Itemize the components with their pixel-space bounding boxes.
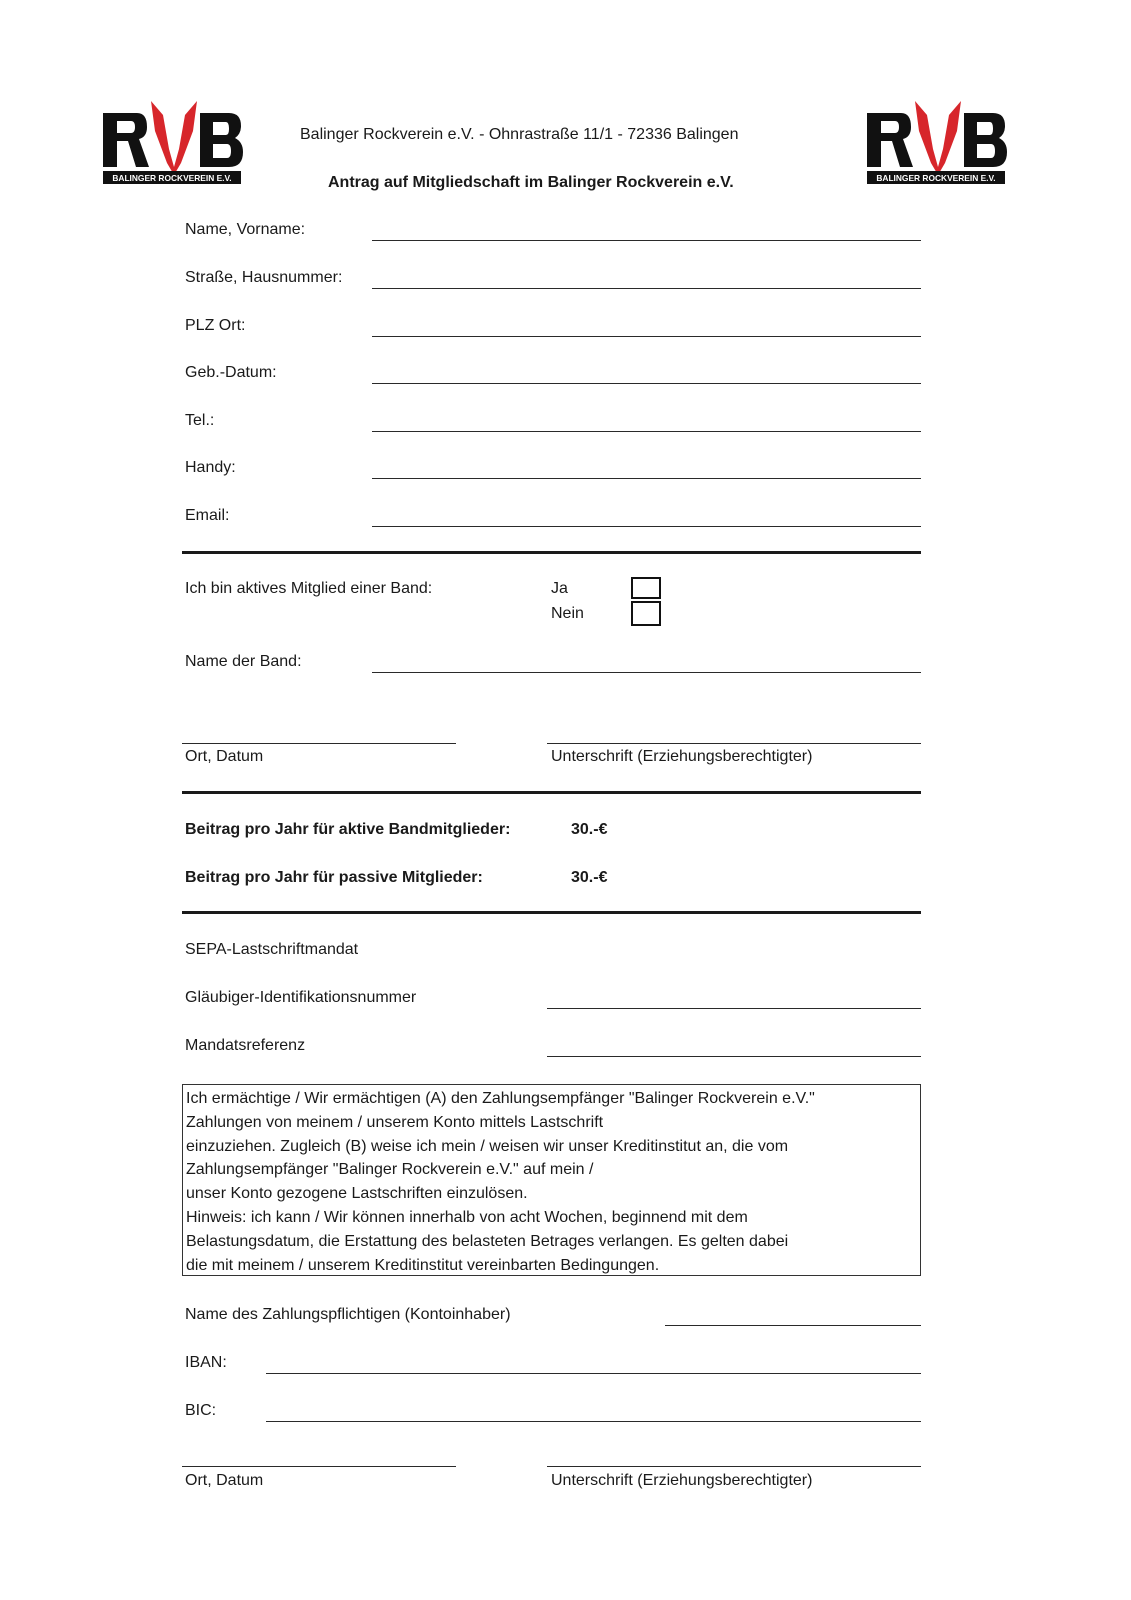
logo-b-letter — [200, 113, 243, 167]
label-email: Email: — [185, 507, 230, 524]
logo-subtitle-text: BALINGER ROCKVEREIN E.V. — [876, 173, 996, 183]
label-signature-1: Unterschrift (Erziehungsberechtigter) — [551, 748, 813, 765]
logo-subtitle-text: BALINGER ROCKVEREIN E.V. — [112, 173, 232, 183]
label-account-holder: Name des Zahlungspflichtigen (Kontoinhaber) — [185, 1306, 511, 1323]
fee-passive-amount: 30.-€ — [571, 869, 608, 886]
label-place-date-1: Ort, Datum — [185, 748, 264, 765]
label-bic: BIC: — [185, 1402, 217, 1419]
input-name-line[interactable] — [372, 240, 921, 241]
label-place-date-2: Ort, Datum — [185, 1472, 264, 1489]
mandate-text-line: Zahlungen von meinem / unserem Konto mittels Lastschrift — [186, 1113, 604, 1131]
label-zip-city: PLZ Ort: — [185, 317, 246, 334]
label-signature-2: Unterschrift (Erziehungsberechtigter) — [551, 1472, 813, 1489]
option-nein-label: Nein — [551, 605, 584, 622]
checkbox-ja[interactable] — [631, 577, 661, 599]
section-divider — [182, 911, 921, 914]
logo-r-letter — [103, 113, 149, 167]
logo-r-letter — [867, 113, 913, 167]
input-email-line[interactable] — [372, 526, 921, 527]
fee-active-label: Beitrag pro Jahr für aktive Bandmitglieder: — [185, 821, 511, 838]
form-title: Antrag auf Mitgliedschaft im Balinger Rockverein e.V. — [328, 174, 734, 191]
mandate-text-line: die mit meinem / unserem Kreditinstitut vereinbarten Bedingungen. — [186, 1256, 660, 1274]
input-bic-line[interactable] — [266, 1421, 921, 1422]
club-address: Balinger Rockverein e.V. - Ohnrastraße 11/1 - 72336 Balingen — [300, 126, 739, 143]
rvb-logo-left — [103, 101, 245, 187]
input-mandate-ref-line[interactable] — [547, 1056, 921, 1057]
mandate-text-line: Ich ermächtige / Wir ermächtigen (A) den Zahlungsempfänger "Balinger Rockverein e.V." — [186, 1090, 815, 1107]
label-mobile: Handy: — [185, 459, 236, 476]
band-question: Ich bin aktives Mitglied einer Band: — [185, 580, 433, 597]
mandate-text-line: unser Konto gezogene Lastschriften einzulösen. — [186, 1185, 528, 1203]
label-street: Straße, Hausnummer: — [185, 269, 343, 286]
label-birthdate: Geb.-Datum: — [185, 364, 277, 381]
input-iban-line[interactable] — [266, 1373, 921, 1374]
logo-v-letter — [151, 101, 197, 175]
input-creditor-id-line[interactable] — [547, 1008, 921, 1009]
label-name: Name, Vorname: — [185, 221, 306, 238]
sepa-heading: SEPA-Lastschriftmandat — [185, 941, 359, 958]
section-divider — [182, 551, 921, 554]
label-mandate-ref: Mandatsreferenz — [185, 1037, 306, 1054]
input-mobile-line[interactable] — [372, 478, 921, 479]
mandate-text-line: Belastungsdatum, die Erstattung des belasteten Betrages verlangen. Es gelten dabei — [186, 1232, 789, 1250]
rvb-logo-right — [867, 101, 1009, 187]
input-band-name-line[interactable] — [372, 672, 921, 673]
checkbox-nein[interactable] — [631, 601, 661, 626]
fee-active-amount: 30.-€ — [571, 821, 608, 838]
label-creditor-id: Gläubiger-Identifikationsnummer — [185, 989, 417, 1006]
mandate-text-line: Hinweis: ich kann / Wir können innerhalb von acht Wochen, beginnend mit dem — [186, 1208, 748, 1226]
section-divider — [182, 791, 921, 794]
input-account-holder-line[interactable] — [665, 1325, 921, 1326]
input-phone-line[interactable] — [372, 431, 921, 432]
label-phone: Tel.: — [185, 412, 215, 429]
input-birthdate-line[interactable] — [372, 383, 921, 384]
input-street-line[interactable] — [372, 288, 921, 289]
mandate-text-box — [182, 1084, 921, 1276]
mandate-text-line: Zahlungsempfänger "Balinger Rockverein e.V." auf mein / — [186, 1161, 594, 1179]
input-signature-line-1[interactable] — [547, 743, 921, 744]
logo-v-letter — [915, 101, 961, 175]
input-place-date-line-2[interactable] — [182, 1466, 456, 1467]
input-zip-city-line[interactable] — [372, 336, 921, 337]
label-band-name: Name der Band: — [185, 653, 302, 670]
fee-passive-label: Beitrag pro Jahr für passive Mitglieder: — [185, 869, 483, 886]
mandate-text-line: einzuziehen. Zugleich (B) weise ich mein / weisen wir unser Kreditinstitut an, die vom — [186, 1137, 789, 1155]
input-signature-line-2[interactable] — [547, 1466, 921, 1467]
label-iban: IBAN: — [185, 1354, 227, 1371]
logo-b-letter — [964, 113, 1007, 167]
input-place-date-line-1[interactable] — [182, 743, 456, 744]
option-ja-label: Ja — [551, 580, 568, 597]
